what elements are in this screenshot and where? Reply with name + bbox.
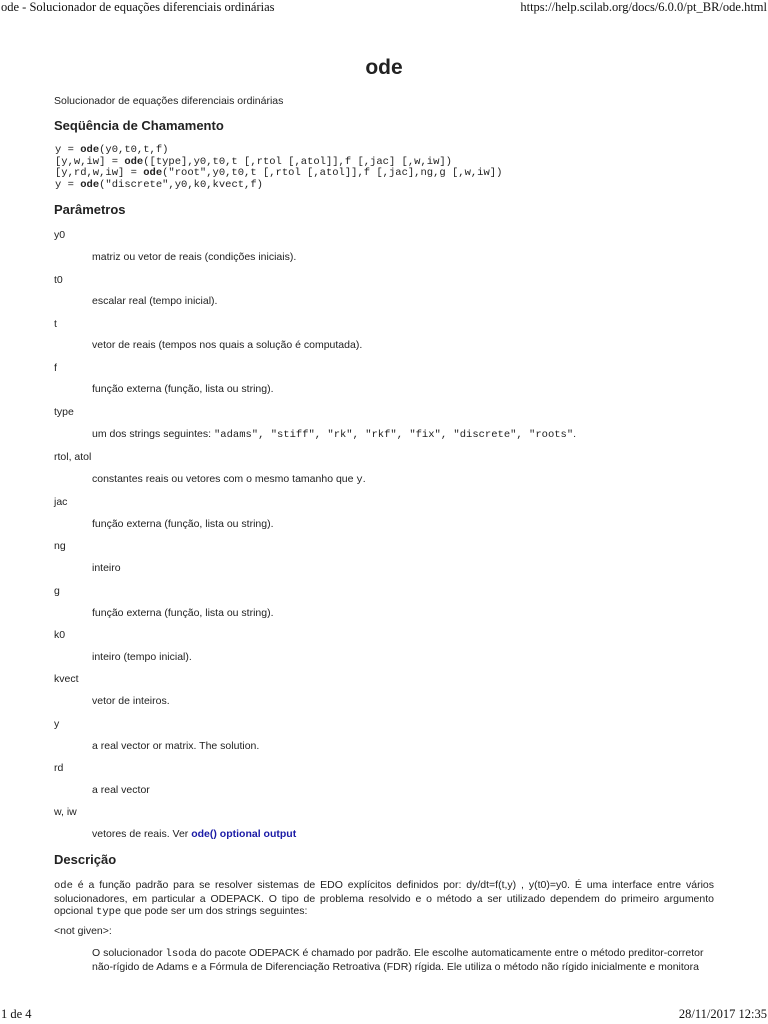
param-term-w-iw: w, iw <box>54 806 77 818</box>
param-def-type: um dos strings seguintes: "adams", "stiff", "rk", "rkf", "fix", "discrete", "roots". <box>92 428 577 441</box>
page-title: ode <box>365 56 403 79</box>
param-term-g: g <box>54 585 60 597</box>
description-not-given-term: <not given>: <box>54 925 112 937</box>
print-footer-page: 1 de 4 <box>1 1007 32 1021</box>
description-paragraph: ode é a função padrão para se resolver sistemas de EDO explícitos definidos por: dy/dt=f(t,y) , y(t0)=y0. É uma interface entre vários solucionadores, em particular a ODEPACK. O tipo de problema resolvido e o método a ser utilizado dependem do primeiro argumento opcional type que pode ser um dos strings seguintes: <box>54 879 714 918</box>
param-def-kvect: vetor de inteiros. <box>92 695 170 707</box>
section-heading-parameters: Parâmetros <box>54 202 126 217</box>
section-heading-description: Descrição <box>54 852 117 867</box>
param-def-f: função externa (função, lista ou string). <box>92 383 274 395</box>
param-def-k0: inteiro (tempo inicial). <box>92 651 192 663</box>
print-header <box>0 0 768 16</box>
param-term-y0: y0 <box>54 229 66 241</box>
calling-line: y = ode("discrete",y0,k0,kvect,f) <box>55 178 263 191</box>
param-term-rd: rd <box>54 762 64 774</box>
param-term-t: t <box>54 318 57 330</box>
param-term-k0: k0 <box>54 629 66 641</box>
print-footer-datetime: 28/11/2017 12:35 <box>678 1007 767 1021</box>
param-def-t0: escalar real (tempo inicial). <box>92 295 218 307</box>
param-def-t: vetor de reais (tempos nos quais a solução é computada). <box>92 339 363 351</box>
param-term-ng: ng <box>54 540 66 552</box>
param-term-kvect: kvect <box>54 673 79 685</box>
calling-sequence-code <box>55 145 502 191</box>
param-def-ng: inteiro <box>92 562 121 574</box>
param-term-t0: t0 <box>54 274 63 286</box>
param-def-y0: matriz ou vetor de reais (condições iniciais). <box>92 251 297 263</box>
section-heading-calling-sequence: Seqüência de Chamamento <box>54 118 224 133</box>
calling-line: y = ode(y0,t0,t,f) <box>55 144 169 156</box>
param-def-g: função externa (função, lista ou string). <box>92 607 274 619</box>
print-header-url[interactable]: https://help.scilab.org/docs/6.0.0/pt_BR/ode.html <box>520 0 767 14</box>
page-purpose: Solucionador de equações diferenciais ordinárias <box>54 95 284 107</box>
param-def-y: a real vector or matrix. The solution. <box>92 740 260 752</box>
param-term-f: f <box>54 362 57 374</box>
calling-line: [y,w,iw] = ode([type],y0,t0,t [,rtol [,atol]],f [,jac] [,w,iw]) <box>55 155 452 168</box>
param-term-jac: jac <box>54 496 68 508</box>
param-term-rtol-atol: rtol, atol <box>54 451 92 463</box>
ode-optional-output-link[interactable]: ode() optional output <box>191 828 297 840</box>
description-lsoda-paragraph: O solucionador lsoda do pacote ODEPACK é chamado por padrão. Ele escolhe automaticamente entre o método preditor-corretor não-rígido de Adams e a Fórmula de Diferenciação Retroativa (FDR) rígida. Ele utiliza o método não rígido inicialmente e monitora <box>92 947 704 973</box>
print-footer <box>0 1006 768 1024</box>
param-def-rtol-atol: constantes reais ou vetores com o mesmo tamanho que y. <box>92 473 366 486</box>
param-def-jac: função externa (função, lista ou string). <box>92 518 274 530</box>
param-def-w-iw: vetores de reais. Ver ode() optional output <box>92 828 297 840</box>
print-header-title: ode - Solucionador de equações diferenciais ordinárias <box>1 0 275 14</box>
param-def-rd: a real vector <box>92 784 150 796</box>
param-term-type: type <box>54 406 74 418</box>
calling-line: [y,rd,w,iw] = ode("root",y0,t0,t [,rtol [,atol]],f [,jac],ng,g [,w,iw]) <box>55 167 503 179</box>
param-term-y: y <box>54 718 60 730</box>
